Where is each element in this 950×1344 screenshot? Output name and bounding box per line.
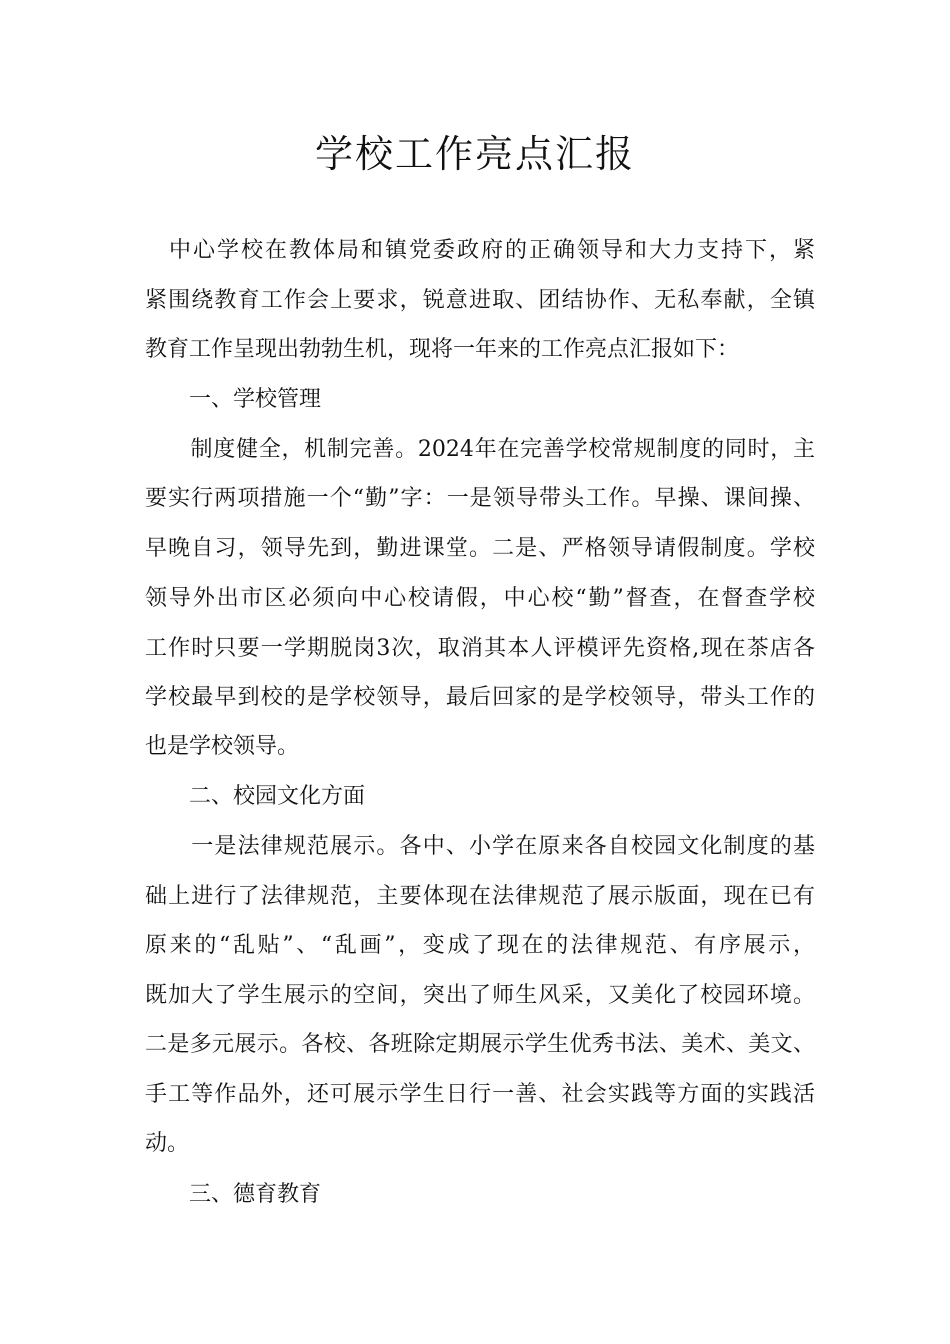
paragraph-line: 动。 bbox=[145, 1131, 190, 1156]
paragraph-line: 础上进行了法律规范，主要体现在法律规范了展示版面，现在已有 bbox=[145, 884, 815, 909]
section-heading: 二、校园文化方面 bbox=[145, 784, 366, 809]
paragraph-line: 领导外出市区必须向中心校请假，中心校“勤”督查，在督查学校 bbox=[145, 586, 815, 611]
paragraph-line: 既加大了学生展示的空间，突出了师生风采，又美化了校园环境。 bbox=[145, 983, 815, 1008]
paragraph-line: 教育工作呈现出勃勃生机，现将一年来的工作亮点汇报如下： bbox=[145, 337, 740, 362]
paragraph-line: 中心学校在教体局和镇党委政府的正确领导和大力支持下，紧 bbox=[145, 238, 815, 263]
paragraph-line: 紧围绕教育工作会上要求，锐意进取、团结协作、无私奉献，全镇 bbox=[145, 288, 815, 313]
paragraph-line: 制度健全，机制完善。2024年在完善学校常规制度的同时，主 bbox=[145, 437, 815, 462]
section-heading: 三、德育教育 bbox=[145, 1182, 322, 1207]
paragraph-line: 学校最早到校的是学校领导，最后回家的是学校领导，带头工作的 bbox=[145, 685, 815, 710]
document-title: 学校工作亮点汇报 bbox=[314, 132, 635, 176]
paragraph-line: 一是法律规范展示。各中、小学在原来各自校园文化制度的基 bbox=[145, 834, 815, 859]
paragraph-line: 原来的“乱贴”、“乱画”，变成了现在的法律规范、有序展示， bbox=[145, 933, 815, 958]
paragraph-line: 也是学校领导。 bbox=[145, 734, 300, 759]
section-heading: 一、学校管理 bbox=[145, 387, 322, 412]
paragraph-line: 工作时只要一学期脱岗3次，取消其本人评模评先资格,现在茶店各 bbox=[145, 636, 815, 661]
paragraph-line: 要实行两项措施一个“勤”字：一是领导带头工作。早操、课间操、 bbox=[145, 486, 815, 511]
paragraph-line: 早晚自习，领导先到，勤进课堂。二是、严格领导请假制度。学校 bbox=[145, 536, 815, 561]
paragraph-line: 二是多元展示。各校、各班除定期展示学生优秀书法、美术、美文、 bbox=[145, 1032, 815, 1057]
paragraph-line: 手工等作品外，还可展示学生日行一善、社会实践等方面的实践活 bbox=[145, 1082, 815, 1107]
